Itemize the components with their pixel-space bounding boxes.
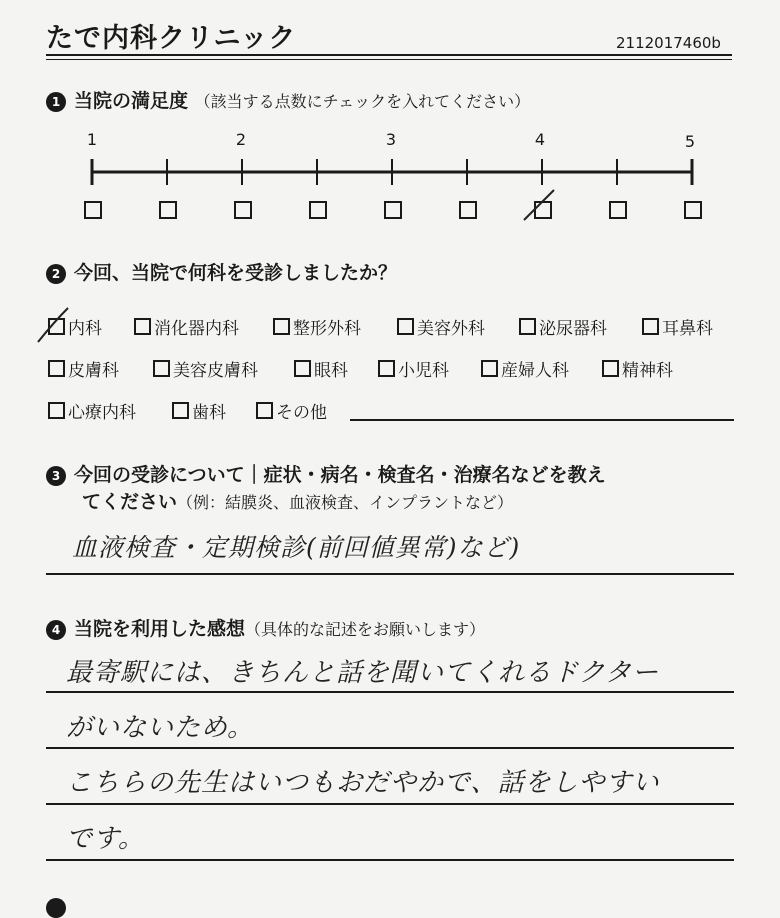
question-number-4: 4: [46, 620, 66, 640]
scale-label-4: 4: [534, 130, 546, 149]
q4-rule-3: [46, 803, 734, 805]
question-4: [46, 614, 485, 641]
question-number-2: 2: [46, 264, 66, 284]
scale-checkbox-1-5[interactable]: [159, 201, 177, 219]
q4-answer-line-1[interactable]: 最寄駅には、きちんと話を聞いてくれるドクター: [66, 658, 659, 688]
scale-checkbox-4-5[interactable]: [609, 201, 627, 219]
dept-option-obgyn[interactable]: 産婦人科: [481, 356, 569, 381]
checkbox[interactable]: [378, 360, 395, 377]
dept-option-cosmetic-derm[interactable]: 美容皮膚科: [153, 356, 258, 381]
q4-answer-line-3[interactable]: こちらの先生はいつもおだやかで、話をしやすい: [66, 768, 660, 798]
scale-checkbox-3[interactable]: [384, 201, 402, 219]
scale-checkbox-2-5[interactable]: [309, 201, 327, 219]
satisfaction-scale-line: [80, 155, 710, 190]
dept-option-psychosomatic[interactable]: 心療内科: [48, 398, 136, 423]
question-3-example: （例：結膜炎、血液検査、インプラントなど）: [177, 493, 514, 512]
question-number-3: 3: [46, 466, 66, 486]
question-1-title: 当院の満足度: [74, 90, 189, 112]
q4-rule-1: [46, 691, 734, 693]
dept-option-pediatrics[interactable]: 小児科: [378, 356, 449, 381]
scale-label-5: 5: [684, 132, 696, 151]
clinic-name: たで内科クリニック: [46, 23, 297, 54]
scale-checkbox-2[interactable]: [234, 201, 252, 219]
checkbox[interactable]: [48, 402, 65, 419]
checkbox[interactable]: [172, 402, 189, 419]
checkbox[interactable]: [481, 360, 498, 377]
checkbox[interactable]: [397, 318, 414, 335]
checkbox[interactable]: [602, 360, 619, 377]
dept-option-cosmetic-surgery[interactable]: 美容外科: [397, 314, 485, 339]
dept-option-ent[interactable]: 耳鼻科: [642, 314, 713, 339]
question-number-1: 1: [46, 92, 66, 112]
scale-check-mark: [520, 188, 560, 224]
dept-option-psychiatry[interactable]: 精神科: [602, 356, 673, 381]
dept-option-dental[interactable]: 歯科: [172, 398, 226, 423]
question-3-title-line1: 今回の受診について｜症状・病名・検査名・治療名などを教え: [74, 464, 606, 486]
question-1-instruction: （該当する点数にチェックを入れてください）: [194, 92, 531, 111]
scale-checkbox-5[interactable]: [684, 201, 702, 219]
dept-option-internal[interactable]: 内科: [48, 314, 102, 339]
scale-label-3: 3: [385, 130, 397, 149]
q4-answer-line-2[interactable]: がいないため。: [66, 713, 254, 743]
q4-rule-4: [46, 859, 734, 861]
question-2-title: 今回、当院で何科を受診しましたか？: [74, 262, 398, 284]
dept-option-gastro[interactable]: 消化器内科: [134, 314, 239, 339]
question-3-line2: [82, 489, 513, 516]
checkbox[interactable]: [153, 360, 170, 377]
scale-checkbox-3-5[interactable]: [459, 201, 477, 219]
header-rule: [46, 54, 732, 56]
other-write-line[interactable]: [350, 419, 734, 421]
scale-checkbox-1[interactable]: [84, 201, 102, 219]
checkbox[interactable]: [294, 360, 311, 377]
q3-handwritten-answer[interactable]: 血液検査・定期検診(前回値異常)など): [72, 533, 521, 562]
dept-option-urology[interactable]: 泌尿器科: [519, 314, 607, 339]
scale-label-2: 2: [235, 130, 247, 149]
checkbox[interactable]: [519, 318, 536, 335]
dept-option-ortho[interactable]: 整形外科: [273, 314, 361, 339]
dept-check-mark: [36, 306, 72, 344]
dept-option-other[interactable]: その他: [256, 398, 327, 423]
checkbox[interactable]: [256, 402, 273, 419]
scale-label-1: 1: [86, 130, 98, 149]
dept-option-dermatology[interactable]: 皮膚科: [48, 356, 119, 381]
form-id: 2112017460b: [616, 34, 721, 52]
question-1: [46, 86, 530, 113]
dept-option-ophthalmology[interactable]: 眼科: [294, 356, 348, 381]
header-rule-thin: [46, 59, 732, 60]
question-2: [46, 258, 397, 285]
checkbox[interactable]: [48, 360, 65, 377]
q4-answer-line-4[interactable]: です。: [66, 824, 145, 854]
checkbox[interactable]: [134, 318, 151, 335]
question-3: [46, 462, 606, 489]
checkbox[interactable]: [642, 318, 659, 335]
q3-answer-line: [46, 573, 734, 575]
question-4-instruction: （具体的な記述をお願いします）: [245, 620, 486, 639]
checkbox[interactable]: [273, 318, 290, 335]
q4-rule-2: [46, 747, 734, 749]
question-3-title-line2: てください: [82, 491, 178, 513]
question-number-5-partial: [46, 898, 66, 918]
question-4-title: 当院を利用した感想: [74, 618, 246, 640]
